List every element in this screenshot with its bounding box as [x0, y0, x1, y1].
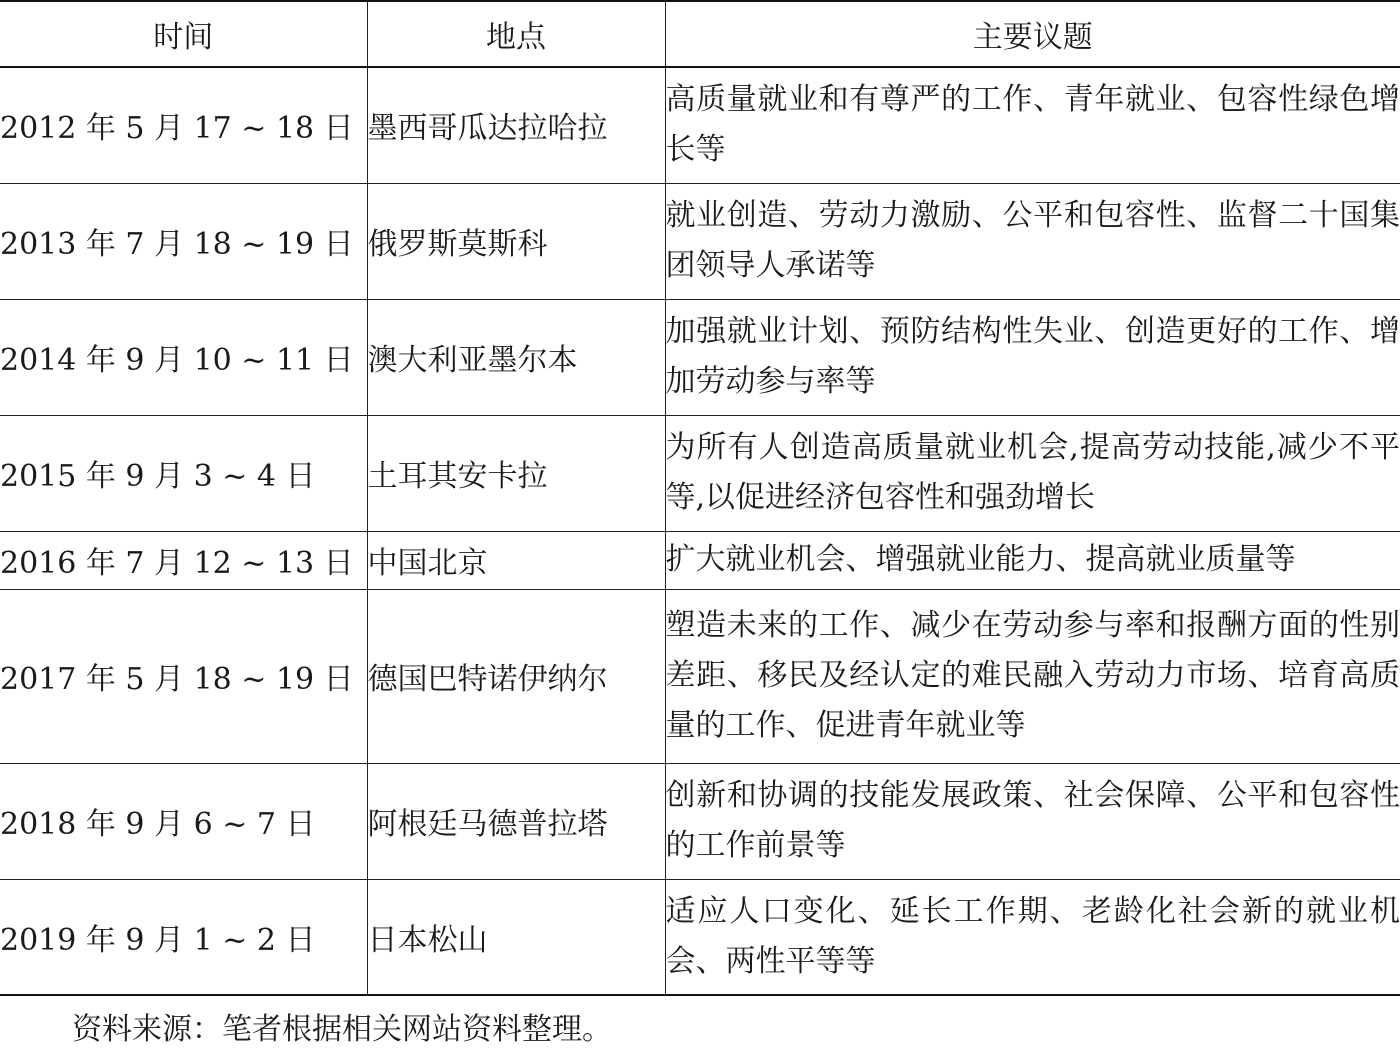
cell-place: 墨西哥瓜达拉哈拉	[367, 67, 665, 183]
cell-place: 德国巴特诺伊纳尔	[367, 589, 665, 763]
cell-topics: 为所有人创造高质量就业机会,提高劳动技能,减少不平等,以促进经济包容性和强劲增长	[665, 415, 1400, 531]
cell-time: 2012 年 5 月 17 ~ 18 日	[0, 67, 367, 183]
cell-time: 2018 年 9 月 6 ~ 7 日	[0, 763, 367, 879]
header-topics: 主要议题	[665, 1, 1400, 67]
cell-topics: 塑造未来的工作、减少在劳动参与率和报酬方面的性别差距、移民及经认定的难民融入劳动力市场、培育高质量的工作、促进青年就业等	[665, 589, 1400, 763]
header-row	[0, 1, 1400, 67]
source-note: 资料来源：笔者根据相关网站资料整理。	[72, 1012, 612, 1047]
cell-place: 阿根廷马德普拉塔	[367, 763, 665, 879]
cell-place: 俄罗斯莫斯科	[367, 183, 665, 299]
cell-time: 2016 年 7 月 12 ~ 13 日	[0, 531, 367, 589]
table-body	[0, 67, 1400, 995]
cell-topics: 就业创造、劳动力激励、公平和包容性、监督二十国集团领导人承诺等	[665, 183, 1400, 299]
cell-time: 2014 年 9 月 10 ~ 11 日	[0, 299, 367, 415]
cell-topics: 加强就业计划、预防结构性失业、创造更好的工作、增加劳动参与率等	[665, 299, 1400, 415]
header-time: 时间	[0, 1, 367, 67]
cell-time: 2017 年 5 月 18 ~ 19 日	[0, 589, 367, 763]
cell-topics: 适应人口变化、延长工作期、老龄化社会新的就业机会、两性平等等	[665, 879, 1400, 995]
cell-place: 澳大利亚墨尔本	[367, 299, 665, 415]
table-row	[0, 589, 1400, 763]
table-row	[0, 67, 1400, 183]
cell-topics: 高质量就业和有尊严的工作、青年就业、包容性绿色增长等	[665, 67, 1400, 183]
table-row	[0, 299, 1400, 415]
cell-place: 中国北京	[367, 531, 665, 589]
table-row	[0, 183, 1400, 299]
table-header	[0, 1, 1400, 67]
cell-time: 2013 年 7 月 18 ~ 19 日	[0, 183, 367, 299]
table-row	[0, 415, 1400, 531]
table-row	[0, 763, 1400, 879]
header-place: 地点	[367, 1, 665, 67]
cell-time: 2015 年 9 月 3 ~ 4 日	[0, 415, 367, 531]
table-row	[0, 531, 1400, 589]
cell-place: 土耳其安卡拉	[367, 415, 665, 531]
cell-topics: 创新和协调的技能发展政策、社会保障、公平和包容性的工作前景等	[665, 763, 1400, 879]
cell-place: 日本松山	[367, 879, 665, 995]
cell-time: 2019 年 9 月 1 ~ 2 日	[0, 879, 367, 995]
cell-topics: 扩大就业机会、增强就业能力、提高就业质量等	[665, 531, 1400, 589]
table-row	[0, 879, 1400, 995]
